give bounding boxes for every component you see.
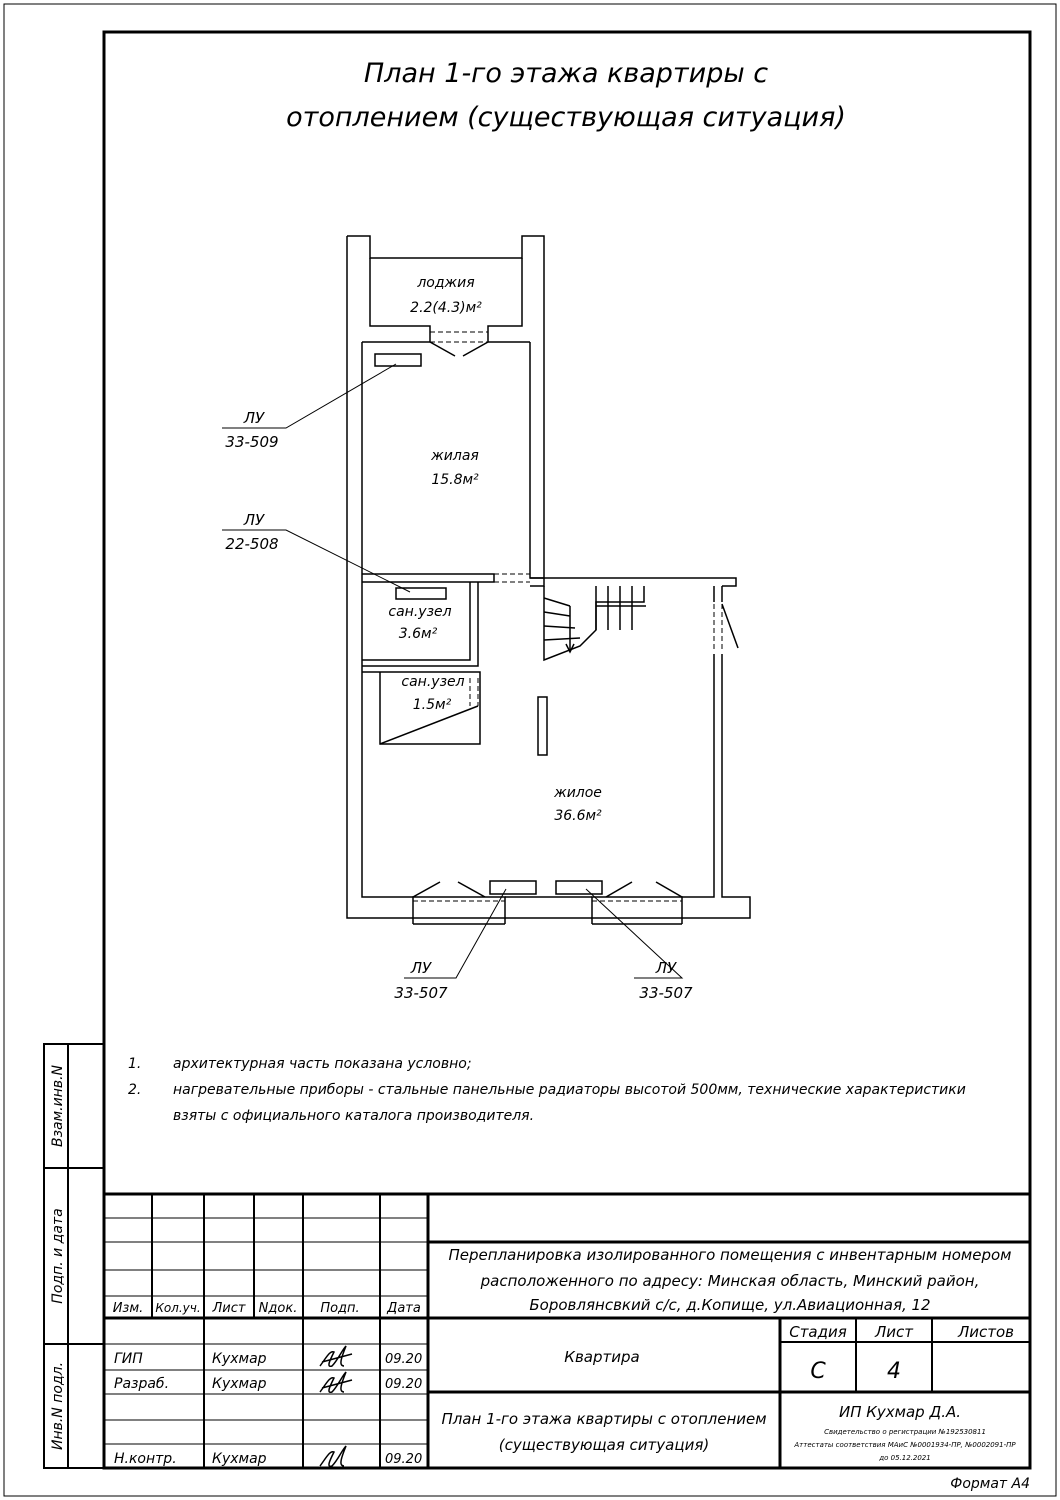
date-gip: 09.20 <box>385 1352 423 1367</box>
company-name: ИП Кухмар Д.А. <box>839 1403 961 1421</box>
role-razrab: Разраб. <box>114 1376 170 1392</box>
note-1-text: архитектурная часть показана условно; <box>173 1056 472 1072</box>
stamp-vzam: Взам.инв.N <box>50 1064 66 1148</box>
name-razrab: Кухмар <box>212 1376 267 1392</box>
room-area-loggia: 2.2(4.3)м² <box>410 300 482 316</box>
room-area-living1: 15.8м² <box>431 472 479 488</box>
format-label: Формат А4 <box>950 1476 1030 1492</box>
swing-lines <box>413 342 682 897</box>
object-name: Квартира <box>564 1348 640 1366</box>
header-list: Лист <box>212 1301 246 1316</box>
floor-plan <box>347 236 750 924</box>
room-name-bath1: сан.узел <box>388 604 452 620</box>
signatures <box>320 1346 352 1466</box>
stage-value: С <box>810 1359 826 1384</box>
name-gip: Кухмар <box>212 1351 267 1367</box>
drawing-name-line2: (существующая ситуация) <box>498 1436 710 1454</box>
sheet-value: 4 <box>887 1359 901 1384</box>
radiator-2-model: 22-508 <box>225 535 279 553</box>
header-ndok: Nдок. <box>258 1301 298 1316</box>
radiator-2 <box>396 588 446 599</box>
role-nkontr: Н.контр. <box>114 1451 177 1467</box>
radiator-3 <box>490 881 536 894</box>
notes <box>128 1056 966 1124</box>
radiator-4-type: ЛУ <box>655 959 677 977</box>
company-line1: Свидетельство о регистрации №192530811 <box>824 1428 986 1436</box>
radiator-3-type: ЛУ <box>410 959 432 977</box>
radiator-1 <box>375 354 421 366</box>
project-line2: расположенного по адресу: Минская область, Минский район, <box>480 1272 980 1290</box>
note-1-number: 1. <box>128 1056 142 1072</box>
header-podp: Подп. <box>320 1301 360 1316</box>
project-line1: Перепланировка изолированного помещения с инвентарным номером <box>448 1246 1012 1264</box>
radiator-2-type: ЛУ <box>243 511 265 529</box>
room-name-living2: жилое <box>554 785 602 801</box>
note-2-text-cont: взяты с официального каталога производителя. <box>173 1108 535 1124</box>
drawing-title-line2: отоплением (существующая ситуация) <box>286 102 846 133</box>
room-area-bath2: 1.5м² <box>412 697 452 713</box>
header-koluch: Кол.уч. <box>155 1301 201 1315</box>
sheets-label: Листов <box>957 1323 1015 1341</box>
radiator-1-model: 33-509 <box>225 433 279 451</box>
room-name-living1: жилая <box>431 448 479 464</box>
stamp-podp: Подп. и дата <box>50 1208 66 1304</box>
radiator-4-model: 33-507 <box>639 984 693 1002</box>
drawing-title-line1: План 1-го этажа квартиры с <box>363 58 769 89</box>
room-name-bath2: сан.узел <box>401 674 465 690</box>
room-area-bath1: 3.6м² <box>398 626 438 642</box>
company-line2: Аттестаты соответствия МАиС №0001934-ПР, №0002091-ПР <box>794 1441 1016 1449</box>
name-nkontr: Кухмар <box>212 1451 267 1467</box>
project-line3: Боровлянсвкий с/с, д.Копище, ул.Авиационная, 12 <box>529 1296 931 1314</box>
date-razrab: 09.20 <box>385 1377 423 1392</box>
stage-label: Стадия <box>789 1323 847 1341</box>
radiator-1-type: ЛУ <box>243 409 265 427</box>
role-gip: ГИП <box>114 1351 143 1367</box>
radiator-3-model: 33-507 <box>394 984 448 1002</box>
header-data: Дата <box>387 1301 421 1316</box>
note-2-number: 2. <box>128 1082 142 1098</box>
date-nkontr: 09.20 <box>385 1452 423 1467</box>
radiator-4 <box>556 881 602 894</box>
room-area-living2: 36.6м² <box>554 808 602 824</box>
stamp-inv: Инв.N подл. <box>50 1361 66 1451</box>
company-line3: до 05.12.2021 <box>879 1454 931 1462</box>
sheet-label: Лист <box>874 1323 914 1341</box>
drawing-name-line1: План 1-го этажа квартиры с отоплением <box>441 1410 767 1428</box>
header-izm: Изм. <box>112 1301 144 1316</box>
room-name-loggia: лоджия <box>417 275 475 291</box>
note-2-text: нагревательные приборы - стальные панельные радиаторы высотой 500мм, технические характеристики <box>173 1082 966 1098</box>
